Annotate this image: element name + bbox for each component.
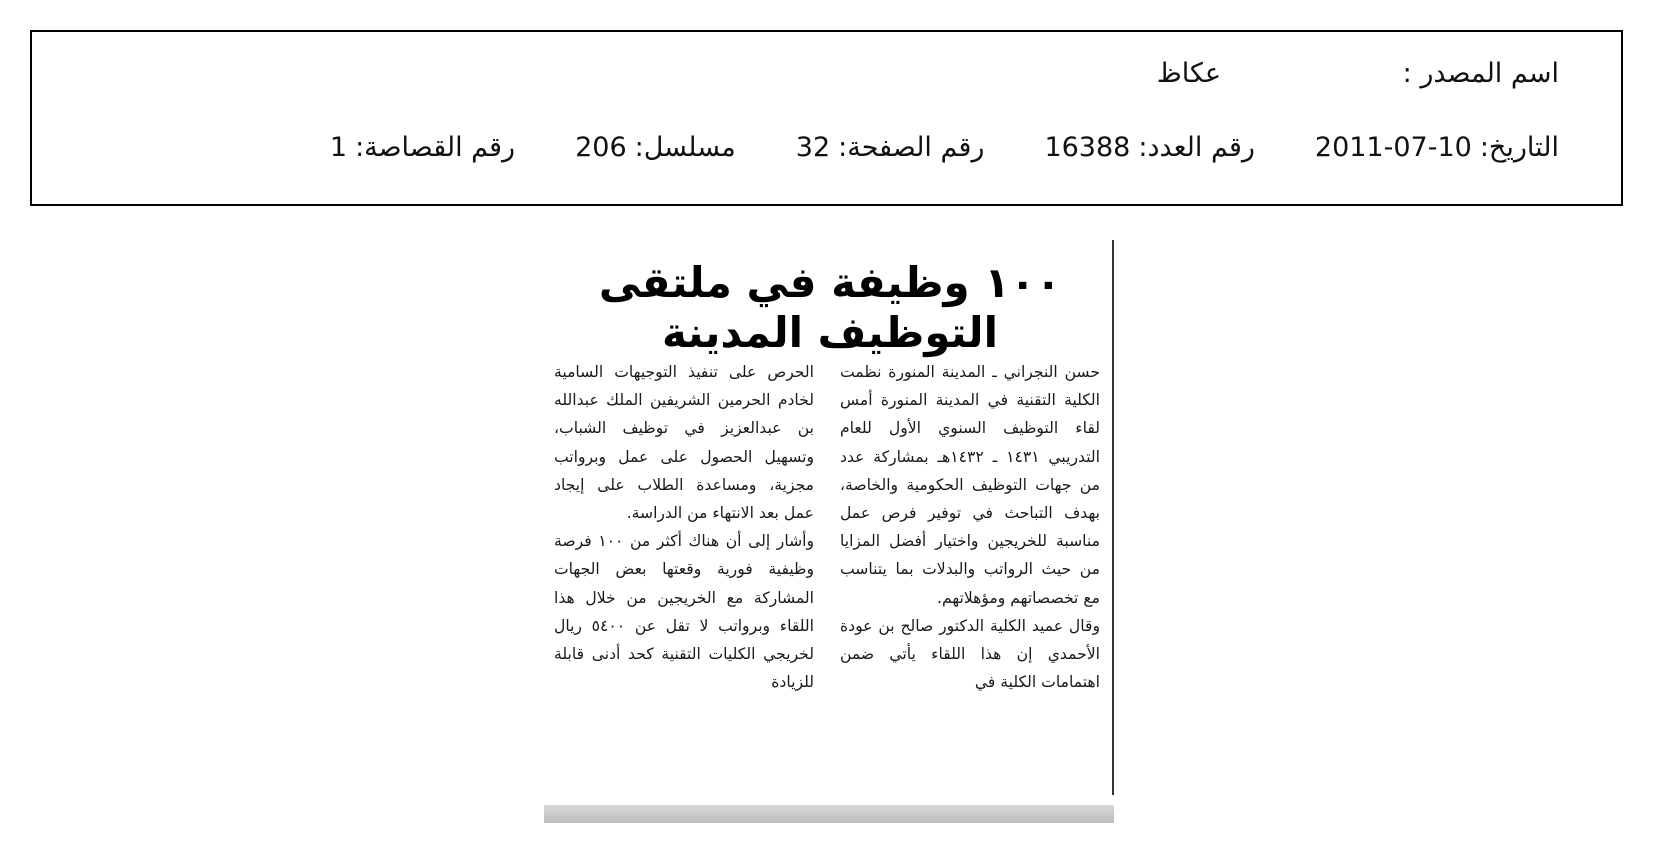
issue-field — [1044, 132, 1254, 163]
serial-field — [575, 132, 736, 163]
article-paragraph: حسن النجراني ـ المدينة المنورة نظمت الكلية التقنية في المدينة المنورة أمس لقاء التوظيف السنوي الأول للعام التدريبي ١٤٣١ ـ ١٤٣٢هـ بمشاركة عدد من جهات التوظيف الحكومية والخاصة، بهدف التباحث في توفير فرص عمل مناسبة للخريجين واختيار أفضل المزايا من حيث الرواتب والبدلات بما يتناسب مع تخصصاتهم ومؤهلاتهم. — [840, 363, 1100, 607]
source-label: اسم المصدر : — [1402, 58, 1559, 89]
article-paragraph: وأشار إلى أن هناك أكثر من ١٠٠ فرصة وظيفية فورية وقعتها بعض الجهات المشاركة مع الخريجين من خلال هذا اللقاء وبرواتب لا تقل عن ٥٤٠٠ ريال لخريجي الكليات التقنية كحد أدنى قابلة للزيادة — [554, 532, 814, 692]
column-rule — [1112, 240, 1114, 795]
clipping-bottom-edge — [544, 805, 1114, 823]
page-value: 32 — [795, 132, 831, 163]
date-value: 2011-07-10 — [1314, 132, 1472, 163]
article-paragraph: الحرص على تنفيذ التوجيهات السامية لخادم الحرمين الشريفين الملك عبدالله بن عبدالعزيز في توظيف الشباب، وتسهيل الحصول على عمل وبرواتب مجزية، ومساعدة الطلاب على إيجاد عمل بعد الانتهاء من الدراسة. — [554, 363, 814, 523]
serial-value: 206 — [575, 132, 627, 163]
article-paragraph: وقال عميد الكلية الدكتور صالح بن عودة الأحمدي إن هذا اللقاء يأتي ضمن اهتمامات الكلية في — [840, 616, 1100, 692]
clip-number-field — [330, 132, 515, 163]
page-label: رقم الصفحة: — [838, 132, 985, 163]
clip-number-value: 1 — [329, 132, 348, 163]
newspaper-clipping — [544, 238, 1114, 823]
issue-value: 16388 — [1044, 132, 1131, 163]
clip-number-label: رقم القصاصة: — [355, 132, 516, 163]
serial-label: مسلسل: — [634, 132, 736, 163]
date-field — [1315, 132, 1559, 163]
issue-label: رقم العدد: — [1138, 132, 1255, 163]
metadata-row — [330, 132, 1559, 163]
article-headline: ١٠٠ وظيفة في ملتقى التوظيف المدينة — [598, 258, 1062, 358]
source-value: عكاظ — [1156, 58, 1221, 89]
metadata-header-box — [30, 30, 1623, 206]
page-field — [796, 132, 985, 163]
date-label: التاريخ: — [1479, 132, 1559, 163]
article-column-right — [840, 358, 1100, 696]
article-column-left — [554, 358, 814, 696]
